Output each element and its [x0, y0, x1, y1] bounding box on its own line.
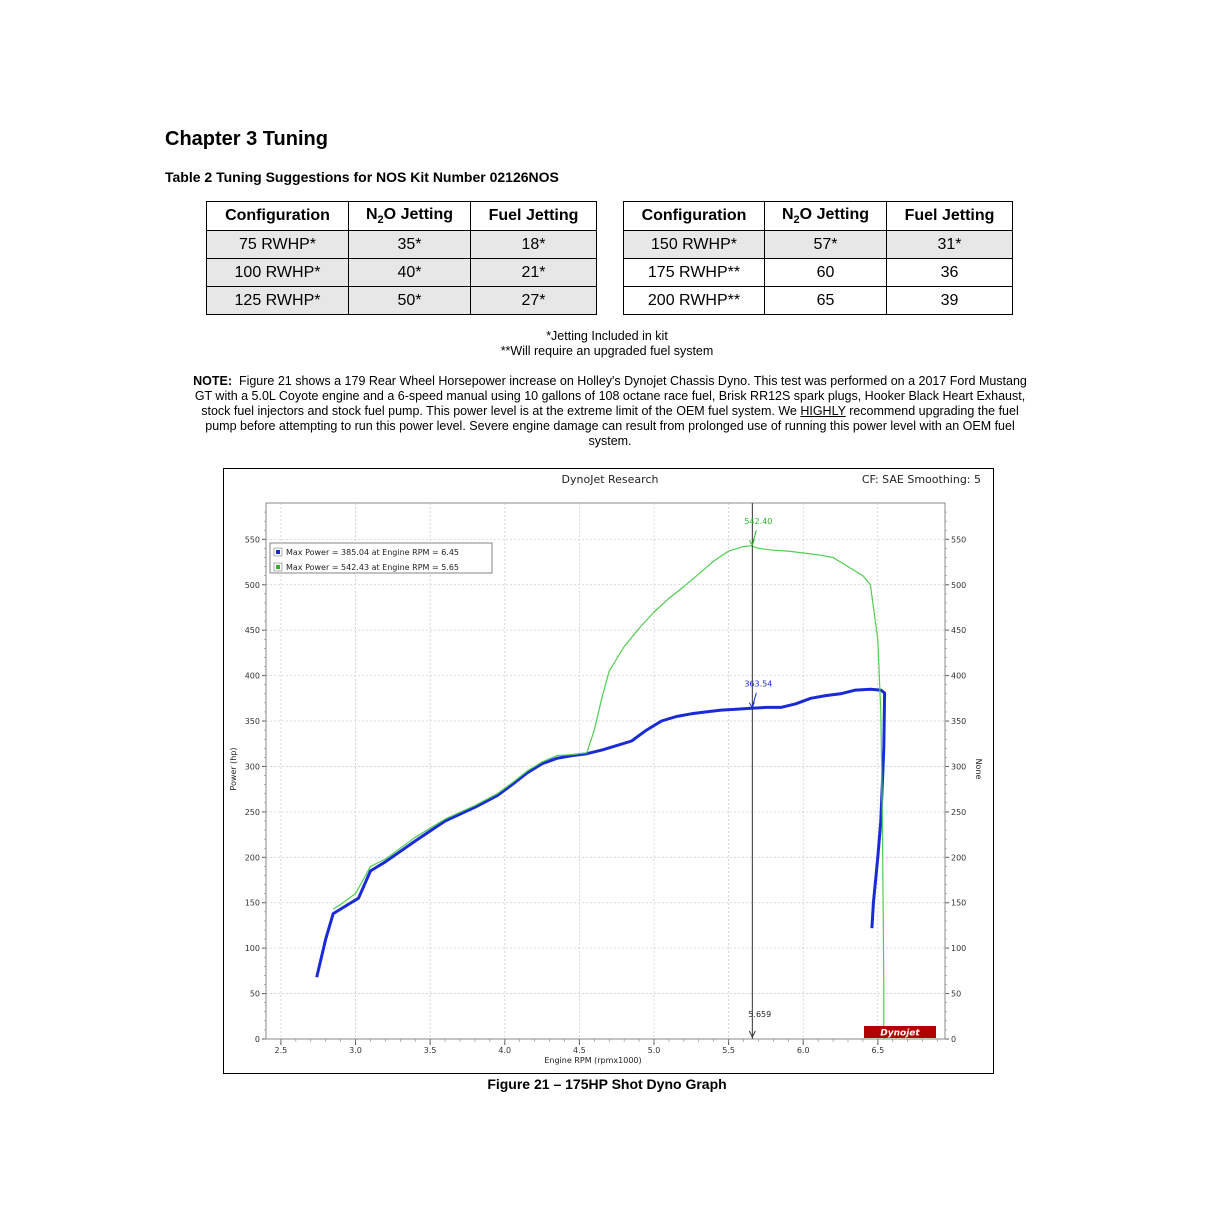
grid-layer	[266, 503, 945, 1039]
y-tick-label: 300	[244, 762, 260, 772]
jetting-table-right	[623, 201, 1013, 315]
axis-layer	[245, 503, 967, 1055]
jetting-table-left	[206, 201, 597, 315]
y-tick-label-right: 150	[951, 898, 967, 908]
chart-header-right: CF: SAE Smoothing: 5	[861, 473, 981, 486]
note-label: NOTE:	[193, 374, 232, 388]
note-line: GT with a 5.0L Coyote engine and a 6-speed manual using 10 gallons of 108 octane race fuel, Brisk RR12S spark plugs, Hooker Black Heart Exhaust,	[194, 389, 1026, 403]
column-header-n2o-jetting: $N_2O$ Jetting	[765, 202, 887, 231]
legend-swatch	[276, 550, 280, 554]
column-header-configuration: Configuration	[207, 202, 349, 231]
x-tick-label: 2.5	[274, 1046, 288, 1055]
y-tick-label: 550	[244, 535, 260, 545]
cell-n2o-jetting: 35*	[349, 231, 471, 259]
cell-configuration: 175 RWHP**	[624, 259, 765, 287]
table-row	[207, 259, 597, 287]
x-axis-label: Engine RPM (rpmx1000)	[544, 1056, 642, 1065]
y-axis-label: Power (hp)	[229, 747, 238, 791]
cell-n2o-jetting: 57*	[765, 231, 887, 259]
x-tick-label: 3.0	[349, 1046, 362, 1055]
column-header-fuel-jetting: Fuel Jetting	[887, 202, 1013, 231]
rpm-cursor-label: 5.659	[748, 1010, 772, 1019]
table-row	[207, 287, 597, 315]
y-tick-label-right: 0	[951, 1035, 957, 1044]
y-tick-label: 350	[244, 717, 260, 727]
y-tick-label-right: 300	[951, 762, 967, 772]
y-tick-label-right: 350	[951, 717, 967, 727]
y-tick-label: 250	[244, 807, 260, 817]
note-line: stock fuel injectors and stock fuel pump. This power level is at the extreme limit of the OEM fuel system. We HIGHLY recommend upgrading the fuel	[201, 404, 1019, 418]
cell-configuration: 150 RWHP*	[624, 231, 765, 259]
table-caption: Table 2 Tuning Suggestions for NOS Kit Number 02126NOS	[165, 169, 559, 185]
note-paragraph	[165, 374, 1055, 449]
plot-area	[266, 503, 945, 1039]
x-tick-label: 6.5	[871, 1046, 885, 1055]
cell-configuration: 200 RWHP**	[624, 287, 765, 315]
y-tick-label: 500	[244, 580, 260, 590]
cell-fuel-jetting: 27*	[471, 287, 597, 315]
x-tick-label: 6.0	[796, 1046, 810, 1055]
cell-fuel-jetting: 36	[887, 259, 1013, 287]
legend-entry: Max Power = 542.43 at Engine RPM = 5.65	[286, 563, 460, 572]
dyno-chart	[223, 468, 994, 1074]
x-tick-label: 4.0	[498, 1046, 512, 1055]
annotation-layer	[744, 503, 772, 1039]
y-tick-label: 150	[244, 898, 260, 908]
y-tick-label-right: 200	[951, 853, 967, 863]
chapter-title: Chapter 3 Tuning	[165, 128, 328, 150]
footnote-jetting-included: *Jetting Included in kit	[546, 329, 668, 343]
cell-configuration: 100 RWHP*	[207, 259, 349, 287]
y-tick-label-right: 450	[951, 626, 967, 636]
table-header-row	[207, 202, 597, 231]
chart-title: DynoJet Research	[561, 473, 659, 486]
footnote-upgraded-fuel: **Will require an upgraded fuel system	[500, 344, 714, 358]
cell-fuel-jetting: 39	[887, 287, 1013, 315]
table-row	[624, 259, 1013, 287]
series-layer	[317, 546, 885, 1039]
cell-n2o-jetting: 50*	[349, 287, 471, 315]
logo-text: Dynojet	[880, 1028, 920, 1039]
y-tick-label-right: 250	[951, 807, 967, 817]
column-header-configuration: Configuration	[624, 202, 765, 231]
cell-fuel-jetting: 31*	[887, 231, 1013, 259]
x-tick-label: 4.5	[573, 1046, 586, 1055]
cell-fuel-jetting: 21*	[471, 259, 597, 287]
y-axis-label-right: None	[974, 758, 983, 780]
cell-n2o-jetting: 65	[765, 287, 887, 315]
table-row	[624, 287, 1013, 315]
table-row	[207, 231, 597, 259]
x-tick-label: 5.5	[722, 1046, 735, 1055]
y-tick-label: 50	[249, 989, 260, 999]
cell-configuration: 125 RWHP*	[207, 287, 349, 315]
y-tick-label: 0	[254, 1035, 260, 1044]
cell-fuel-jetting: 18*	[471, 231, 597, 259]
dyno-chart-svg	[224, 469, 993, 1073]
y-tick-label-right: 400	[951, 671, 967, 681]
y-tick-label: 100	[244, 944, 260, 954]
series-line-power-baseline	[317, 689, 885, 977]
legend-entry: Max Power = 385.04 at Engine RPM = 6.45	[286, 548, 460, 557]
y-tick-label-right: 100	[951, 944, 967, 954]
column-header-fuel-jetting: Fuel Jetting	[471, 202, 597, 231]
figure-caption: Figure 21 – 175HP Shot Dyno Graph	[487, 1076, 727, 1092]
chart-legend	[270, 543, 492, 573]
table-header-row	[624, 202, 1013, 231]
note-line: NOTE: Figure 21 shows a 179 Rear Wheel Horsepower increase on Holley's Dynojet Chassis Dyno. This test was performed on a 2017 Ford Mustang	[193, 374, 1027, 388]
table-row	[624, 231, 1013, 259]
dynojet-logo	[864, 1026, 936, 1039]
y-tick-label: 400	[244, 671, 260, 681]
legend-swatch	[276, 565, 280, 569]
y-tick-label: 200	[244, 853, 260, 863]
x-tick-label: 3.5	[423, 1046, 437, 1055]
note-emphasis: HIGHLY	[800, 404, 846, 418]
note-line: pump before attempting to run this power level. Severe engine damage can result from prolonged use of running this power level with an OEM fuel	[205, 419, 1015, 433]
x-tick-label: 5.0	[647, 1046, 661, 1055]
note-line: system.	[588, 434, 632, 448]
y-tick-label-right: 550	[951, 535, 967, 545]
cell-n2o-jetting: 40*	[349, 259, 471, 287]
cell-configuration: 75 RWHP*	[207, 231, 349, 259]
column-header-n2o-jetting: $N_2O$ Jetting	[349, 202, 471, 231]
peak-annotation-label: 363.54	[744, 679, 773, 689]
peak-annotation-label: 542.40	[744, 517, 773, 527]
y-tick-label: 450	[244, 626, 260, 636]
cell-n2o-jetting: 60	[765, 259, 887, 287]
y-tick-label-right: 500	[951, 580, 967, 590]
y-tick-label-right: 50	[951, 989, 962, 999]
series-line-power-nitrous	[333, 546, 884, 1039]
